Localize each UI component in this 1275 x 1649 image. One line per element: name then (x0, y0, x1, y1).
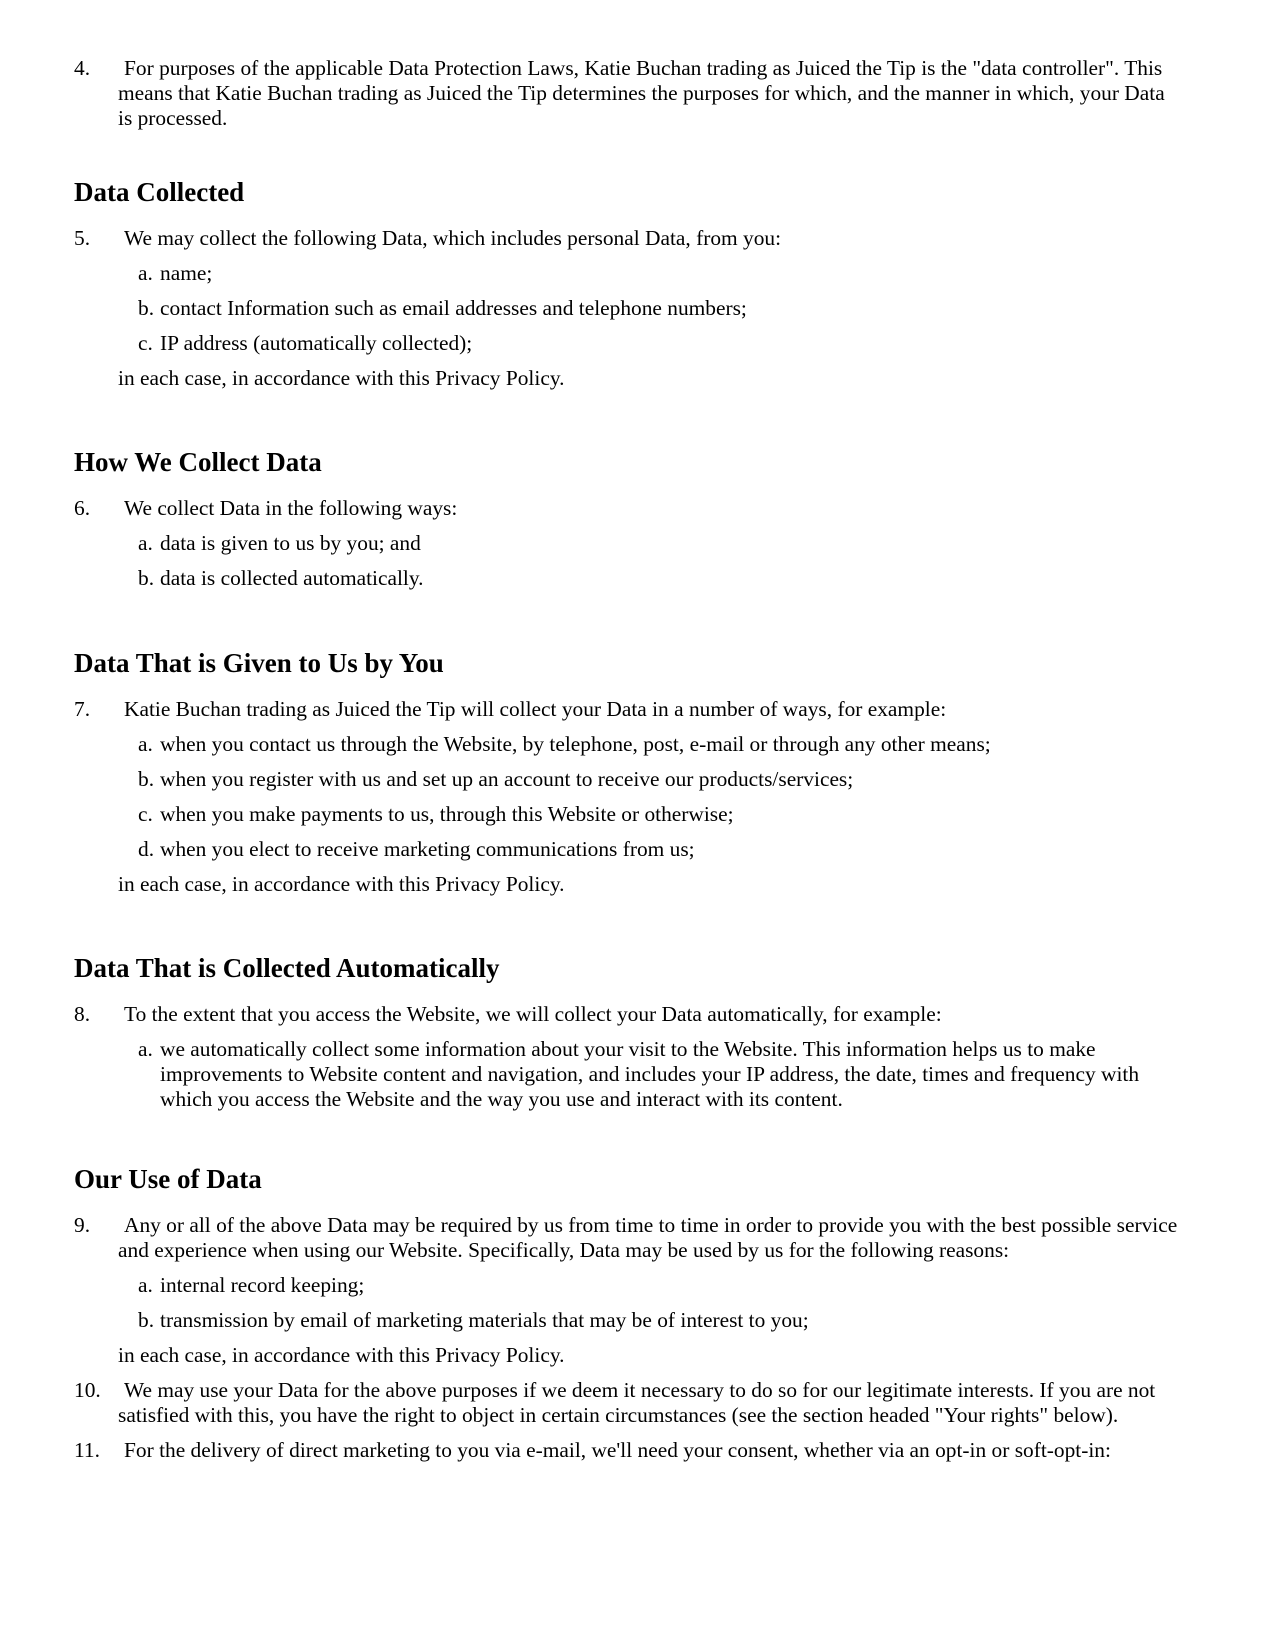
list-text: transmission by email of marketing materials that may be of interest to you; (160, 1308, 809, 1332)
list-letter: a. (138, 261, 153, 285)
paragraph-10 (74, 1378, 1184, 1428)
heading-our-use-of-data: Our Use of Data (74, 1164, 262, 1194)
paragraph-9 (74, 1213, 1184, 1263)
paragraph-text: We may use your Data for the above purposes if we deem it necessary to do so for our legitimate interests. If you are not satisfied with this, you have the right to object in certain circumstances (see the section headed "Your rights" below). (118, 1378, 1156, 1427)
list-item (138, 296, 1178, 321)
list-letter: b. (138, 566, 155, 590)
paragraph-number: 4. (74, 56, 91, 80)
list-item (138, 531, 1178, 556)
paragraph-text: To the extent that you access the Website, we will collect your Data automatically, for example: (124, 1002, 942, 1026)
list-text: data is collected automatically. (160, 566, 424, 590)
paragraph-tail: in each case, in accordance with this Privacy Policy. (118, 1343, 565, 1367)
paragraph-number: 8. (74, 1002, 91, 1026)
list-text: when you contact us through the Website, by telephone, post, e-mail or through any other means; (160, 732, 991, 756)
list-letter: c. (138, 331, 153, 355)
list-text: name; (160, 261, 213, 285)
heading-how-we-collect: How We Collect Data (74, 447, 322, 477)
list-letter: c. (138, 802, 153, 826)
list-text: contact Information such as email addresses and telephone numbers; (160, 296, 747, 320)
paragraph-text: Any or all of the above Data may be required by us from time to time in order to provide you with the best possible service and experience when using our Website. Specifically, Data may be used by us for the following reasons: (118, 1213, 1178, 1262)
list-item (138, 331, 1178, 356)
list-letter: b. (138, 296, 155, 320)
paragraph-number: 10. (74, 1378, 101, 1402)
list-item (138, 802, 1178, 827)
list-letter: a. (138, 1037, 153, 1061)
paragraph-text: We collect Data in the following ways: (124, 496, 458, 520)
paragraph-number: 7. (74, 697, 91, 721)
paragraph-11 (74, 1438, 1184, 1463)
paragraph-number: 11. (74, 1438, 100, 1462)
list-text: when you make payments to us, through this Website or otherwise; (160, 802, 734, 826)
heading-data-automatic: Data That is Collected Automatically (74, 953, 500, 983)
paragraph-text: For purposes of the applicable Data Protection Laws, Katie Buchan trading as Juiced the Tip is the "data controller". This means that Katie Buchan trading as Juiced the Tip determines the purposes for which, and the manner in which, your Data is processed. (118, 56, 1165, 130)
list-item (138, 837, 1178, 862)
list-letter: a. (138, 1273, 153, 1297)
paragraph-4 (74, 56, 1184, 131)
list-text: data is given to us by you; and (160, 531, 421, 555)
paragraph-text: For the delivery of direct marketing to you via e-mail, we'll need your consent, whether via an opt-in or soft-opt-in: (124, 1438, 1111, 1462)
list-text: IP address (automatically collected); (160, 331, 473, 355)
list-item (138, 767, 1178, 792)
heading-data-collected: Data Collected (74, 177, 245, 207)
paragraph-6 (74, 496, 1184, 521)
list-text: when you register with us and set up an account to receive our products/services; (160, 767, 854, 791)
paragraph-tail: in each case, in accordance with this Privacy Policy. (118, 366, 565, 390)
list-item (138, 1308, 1178, 1333)
list-text: when you elect to receive marketing communications from us; (160, 837, 695, 861)
paragraph-number: 5. (74, 226, 91, 250)
list-item (138, 566, 1178, 591)
list-letter: b. (138, 767, 155, 791)
list-item (138, 1273, 1178, 1298)
paragraph-8 (74, 1002, 1184, 1027)
list-letter: a. (138, 531, 153, 555)
list-letter: d. (138, 837, 155, 861)
list-letter: b. (138, 1308, 155, 1332)
paragraph-tail: in each case, in accordance with this Privacy Policy. (118, 872, 565, 896)
list-text: internal record keeping; (160, 1273, 365, 1297)
list-letter: a. (138, 732, 153, 756)
list-item (138, 1037, 1178, 1112)
paragraph-number: 6. (74, 496, 91, 520)
paragraph-number: 9. (74, 1213, 91, 1237)
paragraph-text: We may collect the following Data, which includes personal Data, from you: (124, 226, 782, 250)
paragraph-text: Katie Buchan trading as Juiced the Tip will collect your Data in a number of ways, for example: (124, 697, 947, 721)
paragraph-7 (74, 697, 1184, 722)
heading-data-given: Data That is Given to Us by You (74, 648, 444, 678)
list-item (138, 261, 1178, 286)
list-item (138, 732, 1178, 757)
list-text: we automatically collect some information about your visit to the Website. This information helps us to make improvements to Website content and navigation, and includes your IP address, the date, times and frequency with which you access the Website and the way you use and interact with its content. (160, 1037, 1140, 1111)
paragraph-5 (74, 226, 1184, 251)
